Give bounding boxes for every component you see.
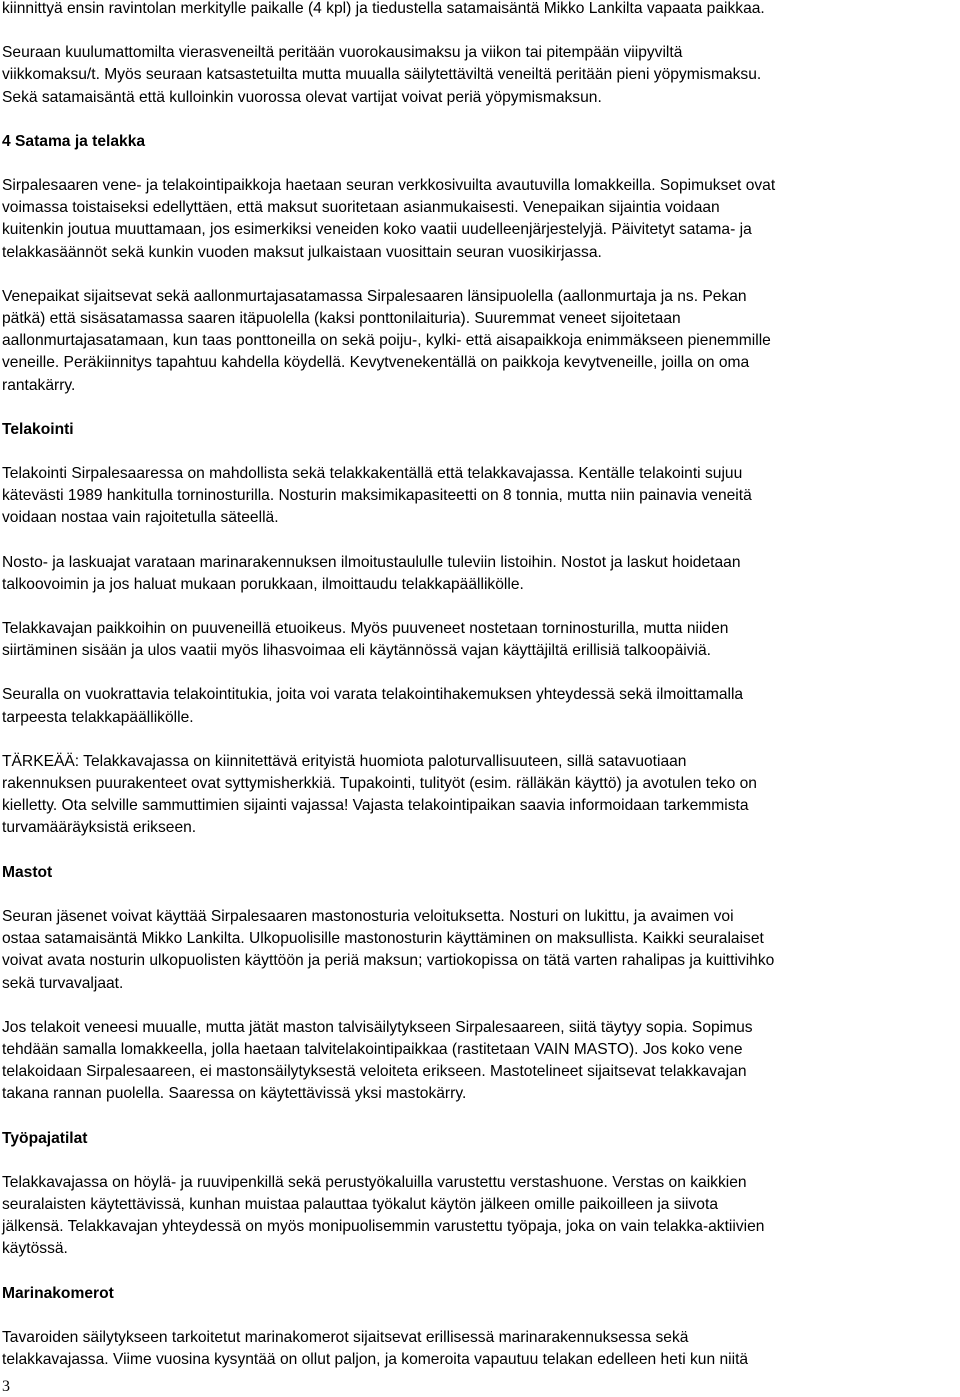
text-line: jälkensä. Telakkavajan yhteydessä on myös monipuolisemmin varustettu työpaja, joka on vain telakka-aktiivien bbox=[2, 1218, 765, 1236]
paragraph bbox=[2, 684, 958, 728]
text-line: talkoovoimin ja jos haluat mukaan porukkaan, ilmoittaudu telakkapäällikölle. bbox=[2, 575, 524, 593]
section-heading: Marinakomerot bbox=[2, 1284, 114, 1302]
text-line: kiinnittyä ensin ravintolan merkitylle paikalle (4 kpl) ja tiedustella satamaisäntä Mikko Lankilta vapaata paikkaa. bbox=[2, 0, 765, 17]
text-line: voivat avata nosturin ulkopuolisten käyttöön ja periä maksun; vartiokopissa on tätä varten rahalipas ja kuittivihko bbox=[2, 952, 775, 970]
text-line: tarpeesta telakkapäällikölle. bbox=[2, 708, 194, 726]
paragraph bbox=[2, 906, 958, 995]
paragraph bbox=[2, 1327, 958, 1371]
paragraph bbox=[2, 42, 958, 109]
text-line: telakkavajassa. Viime vuosina kysyntää on ollut paljon, ja komeroita vapautuu telakan edelleen heti kun niitä bbox=[2, 1350, 749, 1368]
section-heading: Telakointi bbox=[2, 420, 74, 438]
text-line: käytössä. bbox=[2, 1240, 68, 1258]
text-line: viikkomaksu/t. Myös seuraan katsastetuilta mutta muualla säilytettäviltä veneiltä peritään pieni yöpymismaksu. bbox=[2, 66, 762, 84]
text-line: kuitenkin joutua muuttamaan, jos esimerkiksi veneiden koko vaatii uudelleenjärjestelyjä. Päivitetyt satama- ja bbox=[2, 221, 752, 239]
text-line: voidaan nostaa vain rajoitetulla säteellä. bbox=[2, 509, 279, 527]
paragraph bbox=[2, 552, 958, 596]
paragraph bbox=[2, 618, 958, 662]
section-heading: Työpajatilat bbox=[2, 1129, 88, 1147]
text-line: Telakkavajassa on höylä- ja ruuvipenkillä sekä perustyökaluilla varustettu verstashuone. Verstas on kaikkien bbox=[2, 1173, 747, 1191]
text-line: telakoidaan Sirpalesaareen, ei mastonsäilytyksestä veloiteta erikseen. Mastotelineet sijaitsevat telakkavajan bbox=[2, 1063, 747, 1081]
text-line: Nosto- ja laskuajat varataan marinarakennuksen ilmoitustaululle tuleviin listoihin. Nostot ja laskut hoidetaan bbox=[2, 553, 741, 571]
text-line: pätkä) että sisäsatamassa saaren itäpuolella (kaksi ponttonilaituria). Suuremmat veneet sijoitetaan bbox=[2, 310, 681, 328]
text-line: Seuran jäsenet voivat käyttää Sirpalesaaren mastonosturia veloituksetta. Nosturi on lukittu, ja avaimen voi bbox=[2, 907, 734, 925]
text-line: kielletty. Ota selville sammuttimien sijainti vajassa! Vajasta telakointipaikan saavia informoidaan tarkemmista bbox=[2, 797, 749, 815]
text-line: rakennuksen puurakenteet ovat syttymisherkkiä. Tupakointi, tulityöt (esim. rälläkän käyttö) ja avotulen teko on bbox=[2, 775, 757, 793]
text-line: Seuraan kuulumattomilta vierasveneiltä peritään vuorokausimaksu ja viikon tai pitempään viipyviltä bbox=[2, 44, 683, 62]
text-line: Telakointi Sirpalesaaressa on mahdollista sekä telakkakentällä että telakkavajassa. Kentälle telakointi sujuu bbox=[2, 465, 743, 483]
text-line: Sirpalesaaren vene- ja telakointipaikkoja haetaan seuran verkkosivuilta avautuvilla lomakkeilla. Sopimukset ovat bbox=[2, 177, 776, 195]
text-line: seuralaisten käytettävissä, kunhan muistaa palauttaa työkalut käytön jälkeen omille paikoilleen ja siivota bbox=[2, 1195, 718, 1213]
text-line: telakkasäännöt sekä kunkin vuoden maksut julkaistaan vuosittain seuran vuosikirjassa. bbox=[2, 243, 602, 261]
text-line: siirtäminen sisään ja ulos vaatii myös lihasvoimaa eli käytännössä vajan käyttäjiltä erillisiä talkoopäiviä. bbox=[2, 642, 711, 660]
text-line: voimassa toistaiseksi edellyttäen, että maksut suoritetaan asianmukaisesti. Venepaikan sijaintia voidaan bbox=[2, 199, 720, 217]
paragraph bbox=[2, 0, 958, 20]
text-line: Telakkavajan paikkoihin on puuveneillä etuoikeus. Myös puuveneet nostetaan torninosturilla, mutta niiden bbox=[2, 620, 729, 638]
text-line: Venepaikat sijaitsevat sekä aallonmurtajasatamassa Sirpalesaaren länsipuolella (aallonmurtaja ja ns. Pekan bbox=[2, 287, 747, 305]
paragraph bbox=[2, 1172, 958, 1261]
section-heading: 4 Satama ja telakka bbox=[2, 132, 146, 150]
paragraph bbox=[2, 286, 958, 397]
text-line: veneille. Peräkiinnitys tapahtuu kahdella köydellä. Kevytvenekentällä on paikkoja kevytveneille, joilla on oma bbox=[2, 354, 750, 372]
text-line: ostaa satamaisäntä Mikko Lankilta. Ulkopuolisille mastonosturin käyttäminen on maksullista. Kaikki seuralaiset bbox=[2, 930, 764, 948]
text-line: kätevästi 1989 hankitulla torninosturilla. Nosturin maksimikapasiteetti on 8 tonnia, mutta niin painavia veneitä bbox=[2, 487, 752, 505]
text-line: Seuralla on vuokrattavia telakointitukia, joita voi varata telakointihakemuksen yhteydessä sekä ilmoittamalla bbox=[2, 686, 744, 704]
text-line: sekä turvavaljaat. bbox=[2, 974, 124, 992]
text-line: Jos telakoit veneesi muualle, mutta jätät maston talvisäilytykseen Sirpalesaareen, siitä täytyy sopia. Sopimus bbox=[2, 1018, 753, 1036]
text-line: TÄRKEÄÄ: Telakkavajassa on kiinnitettävä erityistä huomiota paloturvallisuuteen, sillä satavuotiaan bbox=[2, 752, 687, 770]
text-line: Tavaroiden säilytykseen tarkoitetut marinakomerot sijaitsevat erillisessä marinarakennuksessa sekä bbox=[2, 1328, 689, 1346]
paragraph bbox=[2, 175, 958, 264]
text-line: Sekä satamaisäntä että kulloinkin vuorossa olevat vartijat voivat periä yöpymismaksun. bbox=[2, 88, 602, 106]
text-line: turvamääräyksistä erikseen. bbox=[2, 819, 197, 837]
text-line: takana rannan puolella. Saaressa on käytettävissä yksi mastokärry. bbox=[2, 1085, 467, 1103]
text-line: aallonmurtajasatamaan, kun taas ponttoneilla on sekä poiju-, kylki- että aisapaikkoja enimmäkseen pienemmille bbox=[2, 332, 771, 350]
paragraph bbox=[2, 463, 958, 530]
text-line: rantakärry. bbox=[2, 376, 76, 394]
paragraph bbox=[2, 1017, 958, 1106]
section-heading: Mastot bbox=[2, 863, 53, 881]
paragraph bbox=[2, 751, 958, 840]
document-page bbox=[2, 0, 958, 1371]
page-number: 3 bbox=[2, 1378, 10, 1395]
text-line: tehdään samalla lomakkeella, jolla haetaan talvitelakointipaikkaa (rastitetaan VAIN MASTO). Jos koko vene bbox=[2, 1040, 743, 1058]
